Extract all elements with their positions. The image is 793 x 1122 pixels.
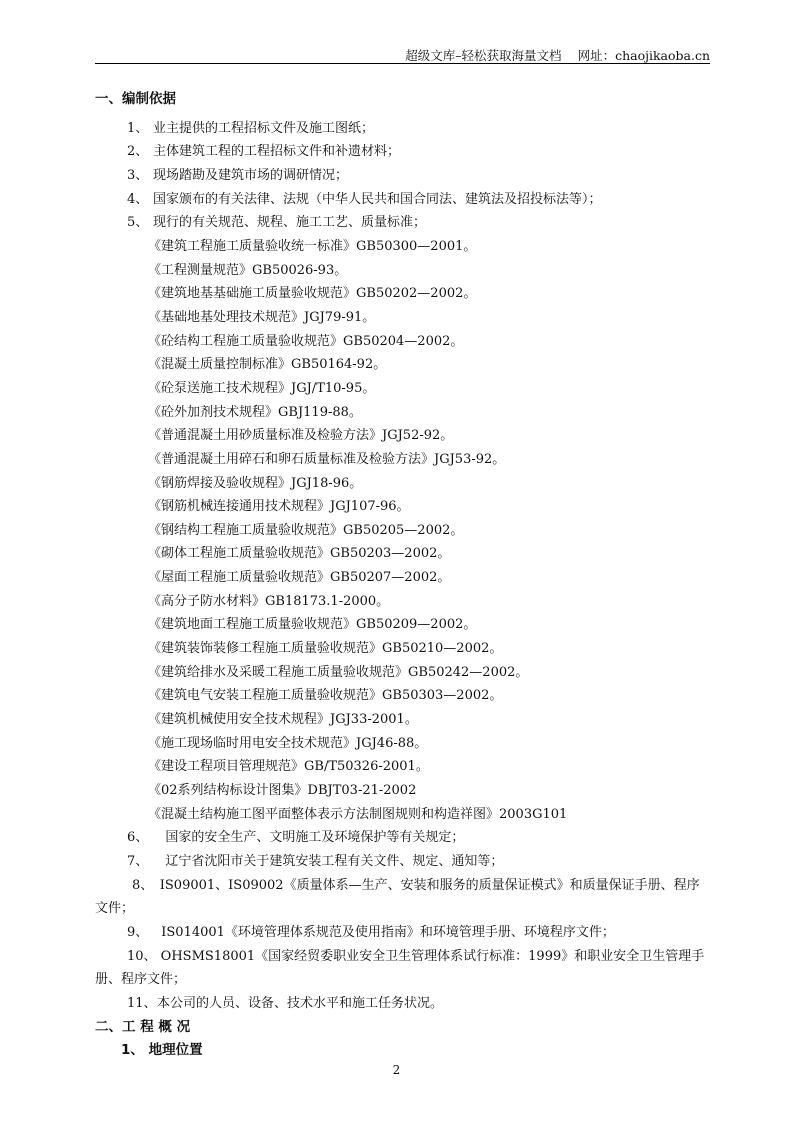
standard-item: 《建筑地基基础施工质量验收规范》GB50202—2002。 — [148, 286, 477, 302]
standard-item: 《高分子防水材料》GB18173.1-2000。 — [148, 593, 390, 609]
page-header — [389, 46, 710, 64]
item-text: 现场踏勘及建筑市场的调研情况； — [153, 167, 349, 183]
standard-item: 《混凝土结构施工图平面整体表示方法制图规则和构造祥图》2003G101 — [148, 806, 568, 822]
section-heading-2: 二、工 程 概 况 — [95, 1018, 191, 1035]
standard-item: 《普通混凝土用砂质量标准及检验方法》JGJ52-92。 — [148, 428, 454, 444]
standard-item: 《基础地基处理技术规范》JGJ79-91。 — [148, 309, 376, 325]
standard-item: 《建筑机械使用安全技术规程》JGJ33-2001。 — [148, 712, 418, 728]
item-text: 国家的安全生产、文明施工及环境保护等有关规定； — [165, 830, 465, 846]
standard-item: 《建筑工程施工质量验收统一标准》GB50300—2001。 — [148, 238, 477, 254]
list-item — [95, 117, 711, 141]
list-item-10: 10、 OHSMS18001《国家经贸委职业安全卫生管理体系试行标准：1999》和职业安全卫生管理手册、程序文件； — [95, 948, 705, 988]
item-number: 3、 — [127, 167, 149, 183]
standard-item: 《普通混凝土用碎石和卵石质量标准及检验方法》JGJ53-92。 — [148, 451, 506, 467]
item-text: 现行的有关规范、规程、施工工艺、质量标准； — [153, 215, 427, 231]
page-number: 2 — [392, 1063, 401, 1077]
standard-item: 《砼外加剂技术规程》GBJ119-88。 — [148, 404, 362, 420]
item-number: 11、 — [127, 995, 157, 1011]
header-rule — [95, 63, 710, 64]
standard-item: 《建筑给排水及采暖工程施工质量验收规范》GB50242—2002。 — [148, 664, 529, 680]
header-site: 超级文库–轻松获取海量文档 — [405, 48, 562, 63]
standard-item: 《建筑电气安装工程施工质量验收规范》GB50303—2002。 — [148, 688, 503, 704]
item-text: 本公司的人员、设备、技术水平和施工任务状况。 — [157, 995, 444, 1011]
list-item — [95, 188, 711, 212]
list-item — [95, 211, 711, 235]
document-body — [95, 88, 711, 1063]
item-number: 7、 — [127, 854, 149, 869]
section-heading: 一、编制依据 — [95, 91, 176, 107]
standard-item: 《屋面工程施工质量验收规范》GB50207—2002。 — [148, 570, 451, 586]
item-number: 1、 — [127, 120, 149, 136]
item-text: 辽宁省沈阳市关于建筑安装工程有关文件、规定、通知等； — [165, 854, 504, 869]
standard-item: 《建筑地面工程施工质量验收规范》GB50209—2002。 — [148, 617, 477, 633]
item-number: 4、 — [127, 191, 149, 207]
list-item — [95, 164, 711, 188]
list-item-11 — [95, 992, 711, 1016]
item-number: 9、 — [127, 924, 149, 940]
item-number: 2、 — [127, 144, 149, 160]
standard-item: 《钢筋机械连接通用技术规程》JGJ107-96。 — [148, 499, 410, 515]
standard-item: 《钢筋焊接及验收规程》JGJ18-96。 — [148, 475, 363, 491]
item-text: 主体建筑工程的工程招标文件和补遗材料； — [153, 144, 401, 160]
standard-item: 《02系列结构标设计图集》DBJT03-21-2002 — [148, 783, 417, 799]
standard-item: 《砼泵送施工技术规程》JGJ/T10-95。 — [148, 380, 376, 396]
item-text: IS014001《环境管理体系规范及使用指南》和环境管理手册、环境程序文件； — [161, 924, 615, 940]
standard-item: 《施工现场临时用电安全技术规范》JGJ46-88。 — [148, 735, 428, 751]
item-number: 6、 — [127, 830, 149, 846]
standard-item: 《混凝土质量控制标准》GB50164-92。 — [148, 357, 387, 373]
standard-item: 《钢结构工程施工质量验收规范》GB50205—2002。 — [148, 522, 464, 538]
list-item-9 — [95, 921, 711, 945]
standard-item: 《工程测量规范》GB50026-93。 — [148, 262, 348, 278]
item-number: 5、 — [127, 215, 149, 231]
subheading: 1、 地理位置 — [121, 1042, 203, 1059]
list-item — [95, 140, 711, 164]
item-text: 业主提供的工程招标文件及施工图纸； — [153, 120, 375, 136]
standard-item: 《砼结构工程施工质量验收规范》GB50204—2002。 — [148, 333, 464, 349]
standard-item: 《建设工程项目管理规范》GB/T50326-2001。 — [148, 759, 429, 775]
header-url: 网址：chaojikaoba.cn — [577, 48, 710, 63]
standard-item: 《砌体工程施工质量验收规范》GB50203—2002。 — [148, 546, 451, 562]
standard-item: 《建筑装饰装修工程施工质量验收规范》GB50210—2002。 — [148, 641, 503, 657]
item-text: 国家颁布的有关法律、法规（中华人民共和国合同法、建筑法及招投标法等）； — [153, 191, 602, 207]
list-item — [95, 826, 711, 850]
list-item — [95, 850, 711, 874]
list-item-8: 8、 IS09001、IS09002《质量体系—生产、安装和服务的质量保证模式》和质量保证手册、程序文件； — [95, 877, 700, 917]
